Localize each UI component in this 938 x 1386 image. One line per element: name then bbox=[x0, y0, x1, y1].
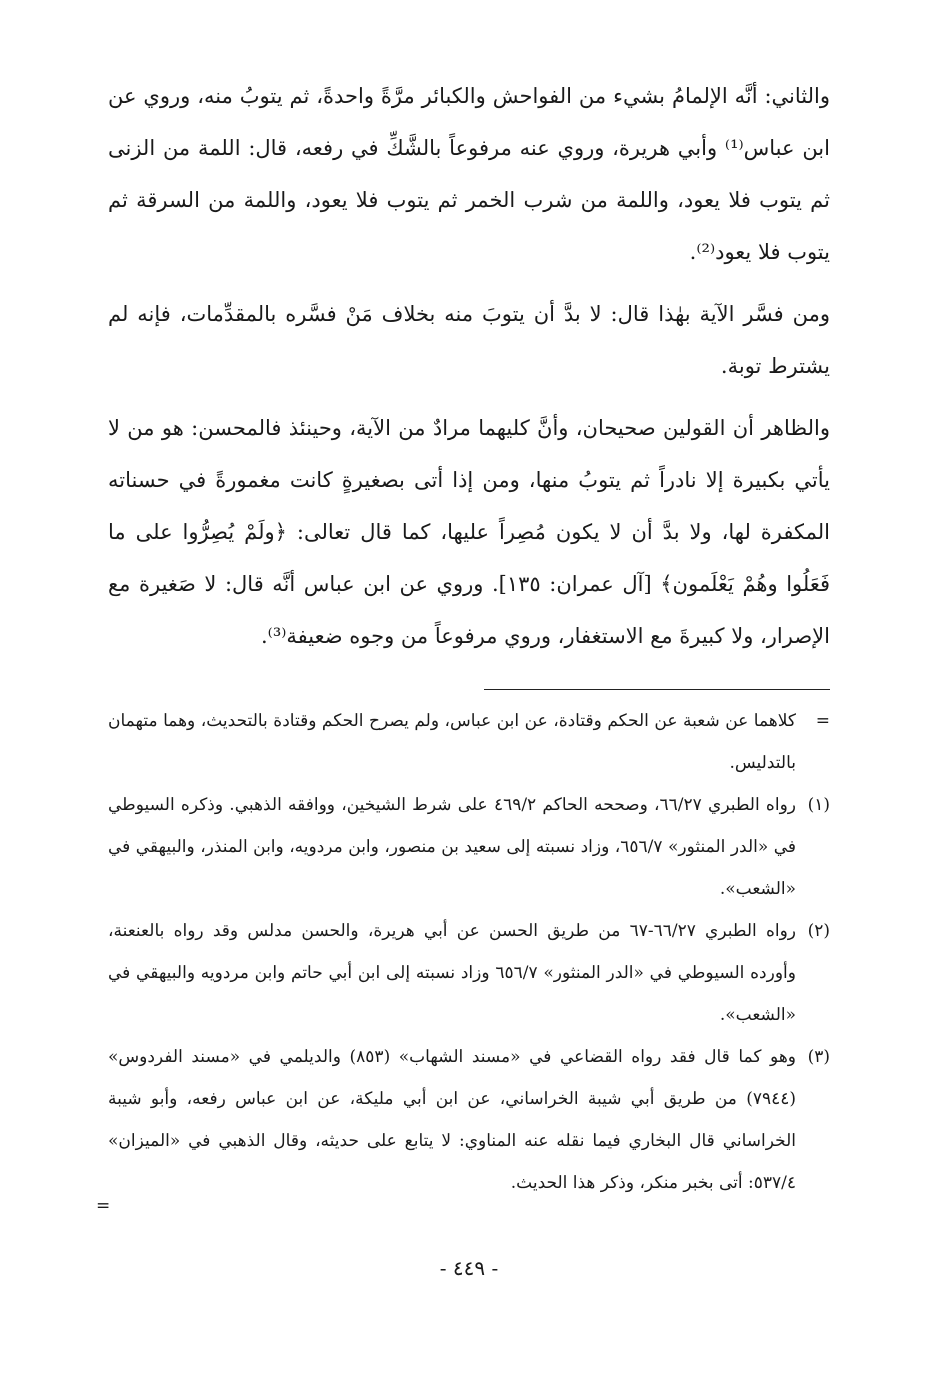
paragraph: والثاني: أنَّه الإلمامُ بشيء من الفواحش والكبائر مرَّةً واحدةً، ثم يتوبُ منه، وروي عن ابن عباس⁽¹⁾ وأبي هريرة، وروي عنه مرفوعاً بالشَّكِّ في رفعه، قال: اللمة من الزنى ثم يتوب فلا يعود، واللمة من شرب الخمر ثم يتوب فلا يعود، واللمة من السرقة ثم يتوب فلا يعود⁽²⁾. bbox=[108, 84, 830, 264]
footnote-marker: = bbox=[815, 711, 830, 731]
page-number: - ٤٤٩ - bbox=[439, 1256, 499, 1280]
paragraph: والظاهر أن القولين صحيحان، وأنَّ كليهما مرادٌ من الآية، وحينئذ فالمحسن: هو من لا يأتي بكبيرة إلا نادراً ثم يتوبُ منها، ومن إذا أتى بصغيرةٍ كانت مغمورةً في حسناته المكفرة لها، ولا بدَّ أن لا يكون مُصِراً عليها، كما قال تعالى: ﴿ولَمْ يُصِرُّوا على ما فَعَلُوا وهُمْ يَعْلَمون﴾ [آل عمران: ١٣٥]. وروي عن ابن عباس أنَّه قال: لا صَغيرة مع الإصرار، ولا كبيرةَ مع الاستغفار، وروي مرفوعاً من وجوه ضعيفة⁽³⁾. bbox=[108, 416, 830, 648]
footnote-text: رواه الطبري ٦٦/٢٧-٦٧ من طريق الحسن عن أبي هريرة، والحسن مدلس وقد رواه بالعنعنة، وأورده السيوطي في «الدر المنثور» ٦٥٦/٧ وزاد نسبته إلى ابن أبي حاتم وابن مردويه والبيهقي في «الشعب». bbox=[108, 921, 796, 1025]
main-text bbox=[108, 70, 830, 662]
footnote bbox=[108, 1036, 830, 1204]
footnote-marker: (٢) bbox=[807, 921, 830, 941]
footnote-text: وهو كما قال فقد رواه القضاعي في «مسند الشهاب» (٨٥٣) والديلمي في «مسند الفردوس» (٧٩٤٤) من طريق أبي شيبة الخراساني، عن ابن أبي مليكة، عن ابن عباس رفعه، وأبو شيبة الخراساني قال البخاري فيما نقله عنه المناوي: لا يتابع على حديثه، وقال الذهبي في «الميزان» ٥٣٧/٤: أتى بخبر منكر، وذكر هذا الحديث. bbox=[108, 1047, 796, 1193]
footnote bbox=[108, 700, 830, 784]
footnote-marker: (١) bbox=[807, 795, 830, 815]
footnote bbox=[108, 910, 830, 1036]
footnote-text: كلاهما عن شعبة عن الحكم وقتادة، عن ابن عباس، ولم يصرح الحكم وقتادة بالتحديث، وهما متهمان بالتدليس. bbox=[108, 711, 796, 773]
paragraph-spacer bbox=[108, 278, 830, 288]
paragraph: ومن فسَّر الآية بهٰذا قال: لا بدَّ أن يتوبَ منه بخلاف مَنْ فسَّره بالمقدِّمات، فإنه لم يشترط توبة. bbox=[108, 302, 830, 378]
footnote-marker: (٣) bbox=[807, 1047, 830, 1067]
continuation-marker: = bbox=[96, 1196, 111, 1216]
footnote-text: رواه الطبري ٦٦/٢٧، وصححه الحاكم ٤٦٩/٢ على شرط الشيخين، ووافقه الذهبي. وذكره السيوطي في «الدر المنثور» ٦٥٦/٧، وزاد نسبته إلى سعيد بن منصور، وابن مردويه، وابن المنذر، والبيهقي في «الشعب». bbox=[108, 795, 797, 899]
footnote-separator bbox=[484, 689, 830, 690]
footnotes bbox=[108, 700, 830, 1204]
paragraph-spacer bbox=[108, 392, 830, 402]
footnote bbox=[108, 784, 830, 910]
